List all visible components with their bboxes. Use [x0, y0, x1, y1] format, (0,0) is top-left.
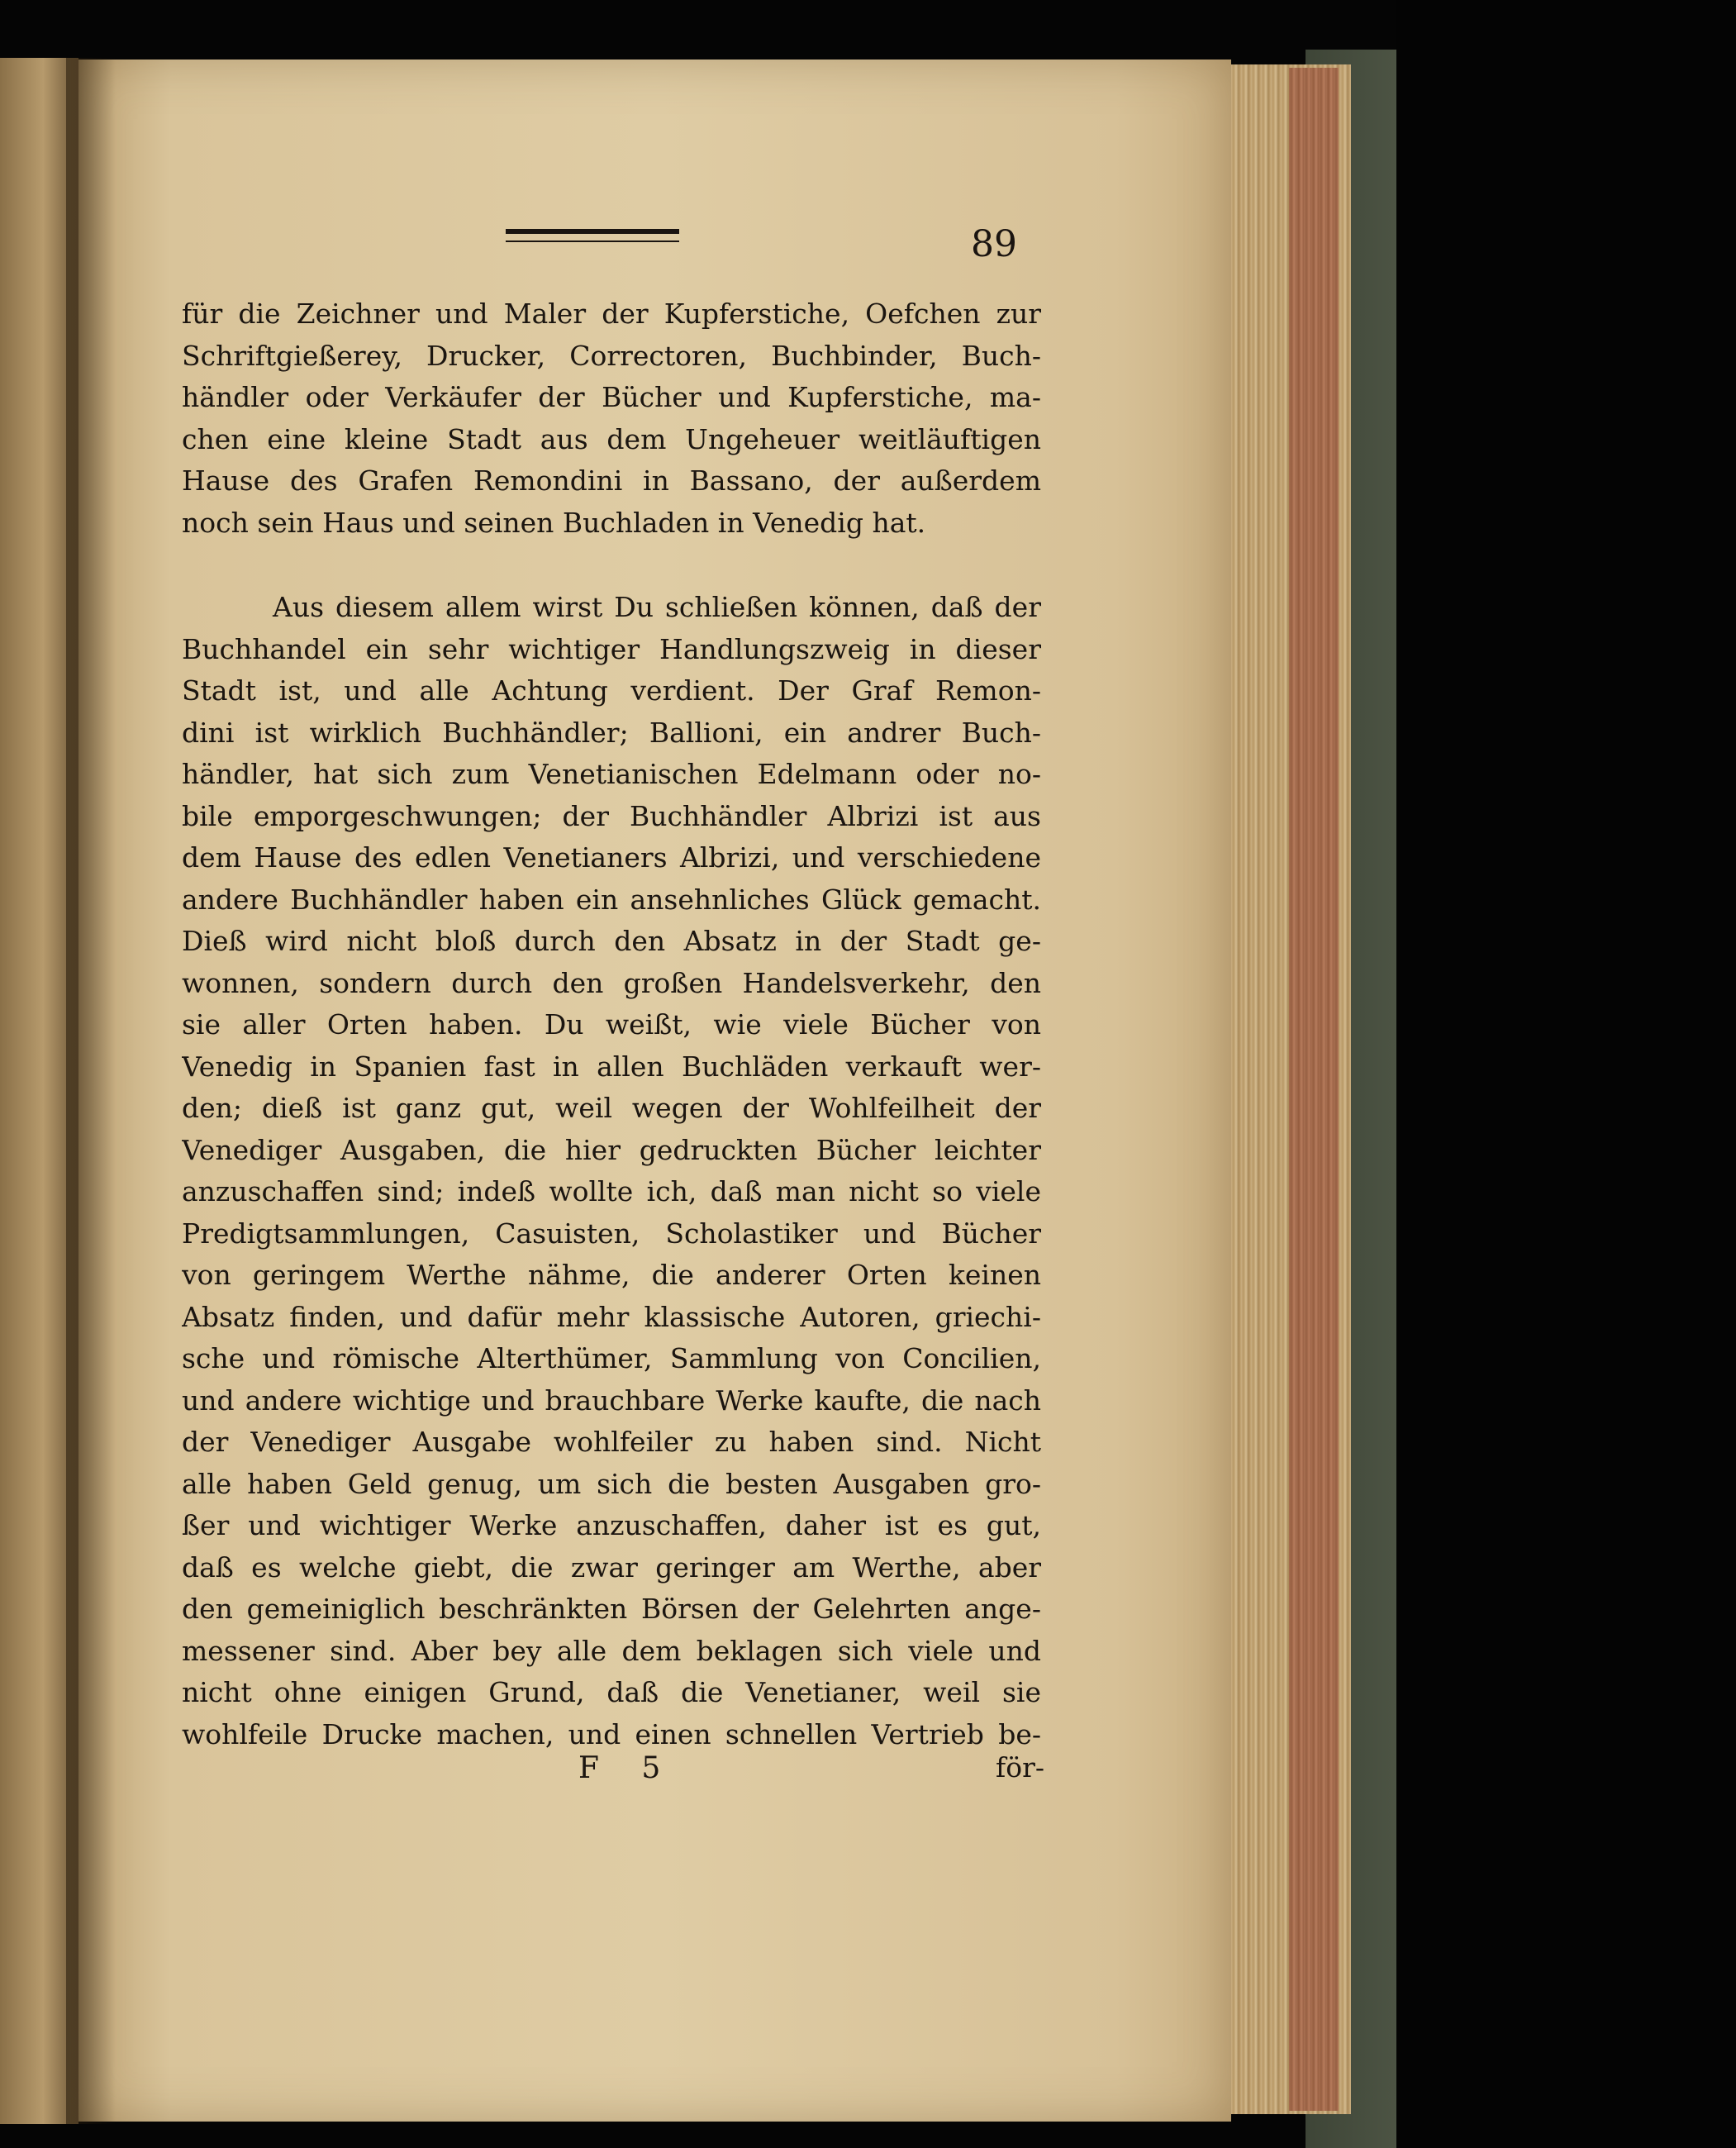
signature-mark: F 5 — [578, 1751, 678, 1785]
text-line: dem Hause des edlen Venetianers Albrizi, und verschiedene — [182, 841, 1041, 874]
text-line: den gemeiniglich beschränkten Börsen der Gelehrten ange- — [182, 1593, 1041, 1625]
text-line: der Venediger Ausgabe wohlfeiler zu haben sind. Nicht — [182, 1426, 1041, 1458]
text-line: Predigtsammlungen, Casuisten, Scholastiker und Bücher — [182, 1217, 1041, 1250]
text-line: für die Zeichner und Maler der Kupferstiche, Oefchen zur — [182, 298, 1041, 330]
text-line: händler oder Verkäufer der Bücher und Kupferstiche, ma- — [182, 381, 1041, 413]
text-line: nicht ohne einigen Grund, daß die Venetianer, weil sie — [182, 1676, 1041, 1708]
paragraph-2 — [182, 587, 1041, 1755]
text-line: Venedig in Spanien fast in allen Buchläden verkauft wer- — [182, 1050, 1041, 1083]
text-line: Hause des Grafen Remondini in Bassano, der außerdem — [182, 464, 1041, 497]
text-line: noch sein Haus und seinen Buchladen in Venedig hat. — [182, 506, 926, 539]
paragraph-1 — [182, 293, 1041, 544]
spine-shadow — [66, 58, 116, 2124]
text-line: wohlfeile Drucke machen, und einen schnellen Vertrieb be- — [182, 1717, 1041, 1750]
text-line: dini ist wirklich Buchhändler; Ballioni, ein andrer Buch- — [182, 716, 1041, 749]
red-edge-stain — [1289, 68, 1339, 2111]
paragraph-gap — [182, 544, 1041, 587]
text-line: Aus diesem allem wirst Du schließen können, daß der — [273, 591, 1041, 623]
text-line: sche und römische Alterthümer, Sammlung von Concilien, — [182, 1342, 1041, 1374]
text-line: daß es welche giebt, die zwar geringer am Werthe, aber — [182, 1550, 1041, 1584]
background-dark — [1396, 0, 1736, 2148]
header-rule — [506, 229, 679, 242]
text-line: Dieß wird nicht bloß durch den Absatz in der Stadt ge- — [182, 925, 1041, 957]
text-line: händler, hat sich zum Venetianischen Edelmann oder no- — [182, 758, 1041, 790]
text-line: Venediger Ausgaben, die hier gedruckten Bücher leichter — [182, 1133, 1041, 1166]
text-line: und andere wichtige und brauchbare Werke kaufte, die nach — [182, 1384, 1041, 1417]
text-line: den; dieß ist ganz gut, weil wegen der Wohlfeilheit der — [182, 1092, 1041, 1124]
text-line: von geringem Werthe nähme, die anderer Orten keinen — [182, 1259, 1041, 1291]
text-line: Absatz finden, und dafür mehr klassische Autoren, griechi- — [182, 1300, 1041, 1333]
text-line: Schriftgießerey, Drucker, Correctoren, Buchbinder, Buch- — [182, 339, 1041, 372]
text-line: Stadt ist, und alle Achtung verdient. Der Graf Remon- — [182, 674, 1041, 707]
text-line: chen eine kleine Stadt aus dem Ungeheuer weitläuftigen — [182, 422, 1041, 455]
text-line: bile emporgeschwungen; der Buchhändler Albrizi ist aus — [182, 799, 1041, 832]
body-text — [182, 293, 1041, 1755]
text-line: alle haben Geld genug, um sich die besten Ausgaben gro- — [182, 1467, 1041, 1500]
text-line: Buchhandel ein sehr wichtiger Handlungszweig in dieser — [182, 632, 1041, 665]
page-number: 89 — [971, 223, 1017, 265]
text-line: messener sind. Aber bey alle dem beklagen sich viele und — [182, 1634, 1041, 1667]
text-line: ßer und wichtiger Werke anzuschaffen, daher ist es gut, — [182, 1509, 1041, 1541]
text-line: andere Buchhändler haben ein ansehnliches Glück gemacht. — [182, 883, 1041, 916]
text-line: wonnen, sondern durch den großen Handelsverkehr, den — [182, 966, 1041, 999]
text-line: anzuschaffen sind; indeß wollte ich, daß man nicht so viele — [182, 1175, 1041, 1207]
catchword: för- — [996, 1751, 1045, 1784]
text-line: sie aller Orten haben. Du weißt, wie viele Bücher von — [182, 1008, 1041, 1041]
